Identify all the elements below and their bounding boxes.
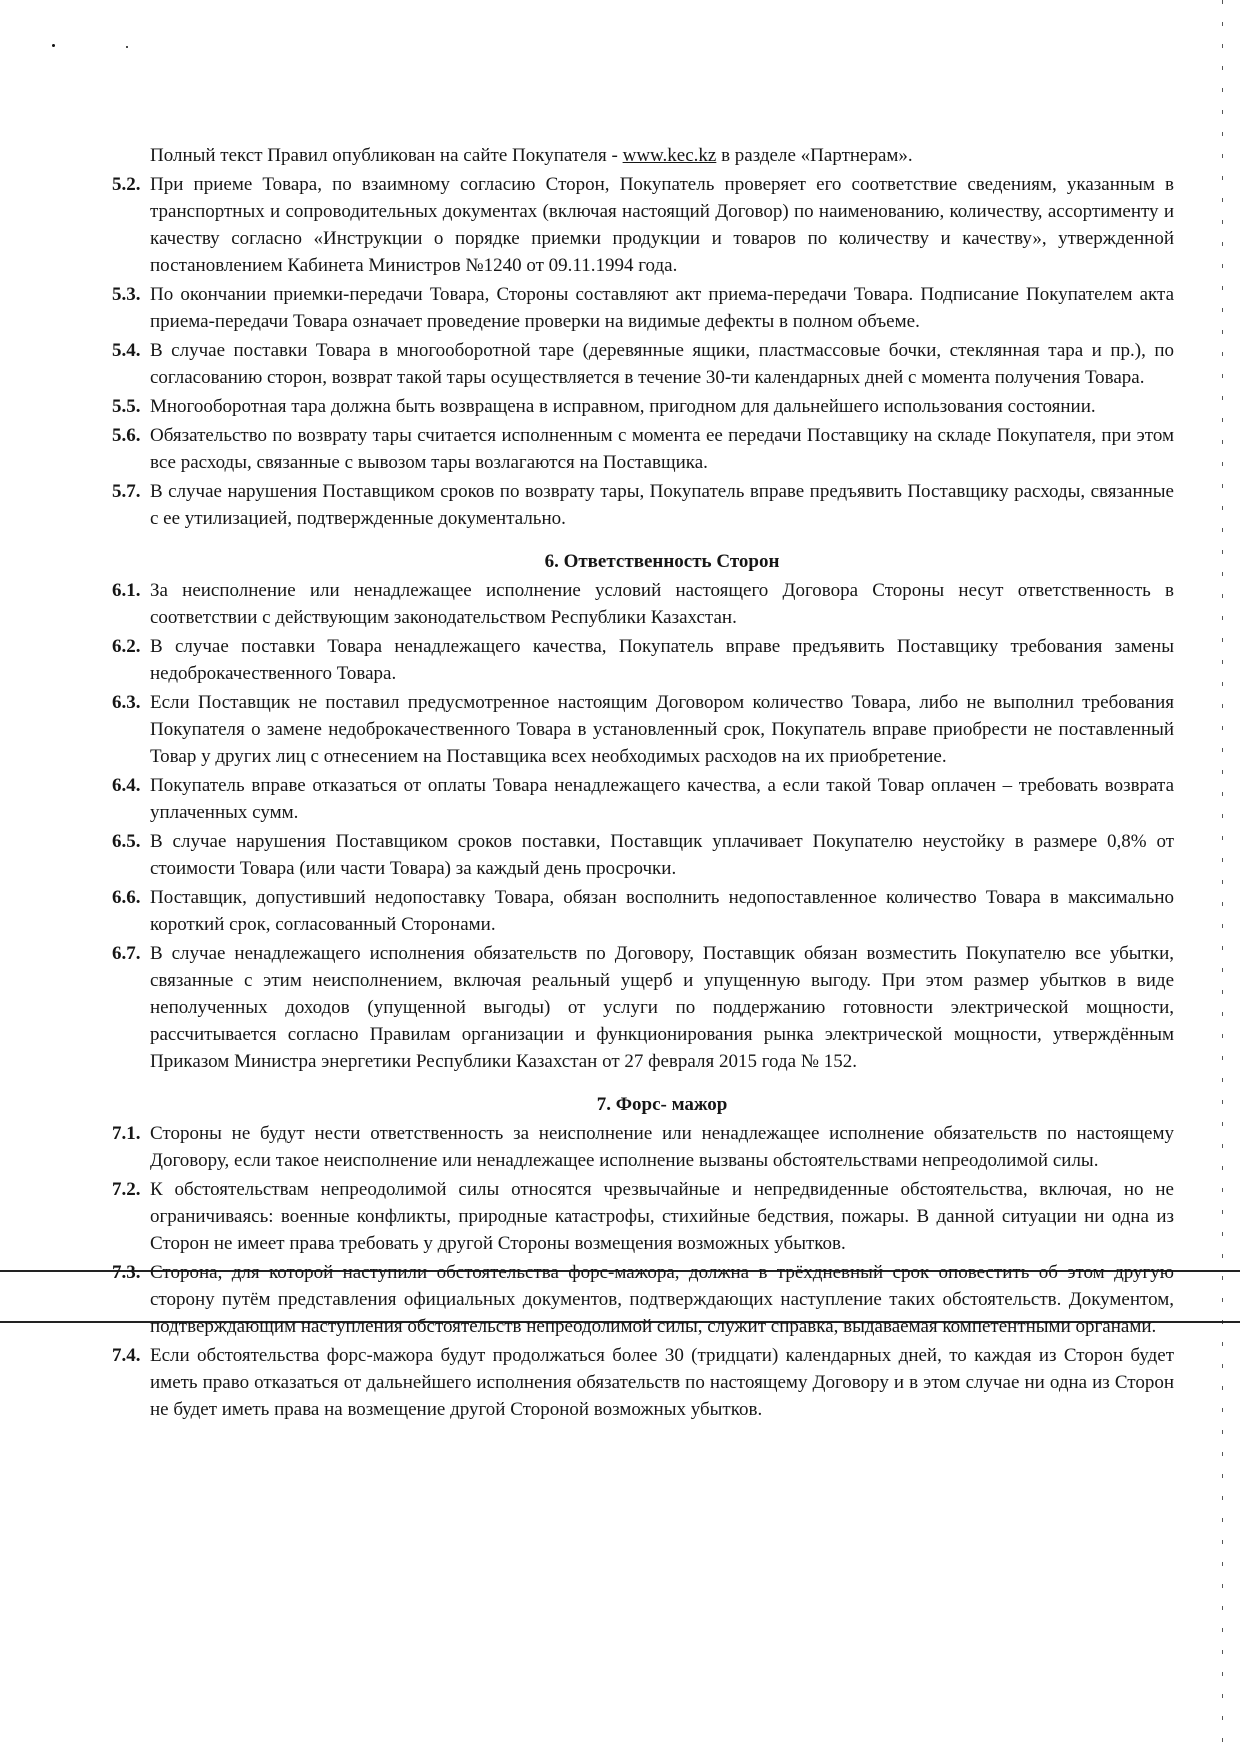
- clause-number: 6.7.: [112, 943, 141, 964]
- clause-text: В случае нарушения Поставщиком сроков поставки, Поставщик уплачивает Покупателю неустойку в размере 0,8% от стоимости Товара (или части Товара) за каждый день просрочки.: [150, 831, 1174, 879]
- rules-publication-note: [112, 142, 1174, 169]
- clause-text: Поставщик, допустивший недопоставку Товара, обязан восполнить недопоставленное количество Товара в максимально короткий срок, согласованный Сторонами.: [150, 887, 1174, 935]
- section-6-items: [112, 577, 1174, 1075]
- clause-text: К обстоятельствам непреодолимой силы относятся чрезвычайные и непредвиденные обстоятельства, включая, но не ограничиваясь: военные конфликты, природные катастрофы, стихийные бедствия, пожары. В данной ситуации ни одна из Сторон не имеет права требовать у другой Стороны возмещения возможных убытков.: [150, 1179, 1174, 1254]
- clause-number: 7.3.: [112, 1262, 141, 1283]
- clause-text: Обязательство по возврату тары считается исполненным с момента ее передачи Поставщику на складе Покупателя, при этом все расходы, связанные с вывозом тары возлагаются на Поставщика.: [150, 425, 1174, 473]
- clause-item: [112, 393, 1174, 420]
- scan-edge-artifact: [1222, 0, 1223, 1754]
- clause-item: [112, 884, 1174, 938]
- clause-number: 7.2.: [112, 1179, 141, 1200]
- clause-number: 6.2.: [112, 636, 141, 657]
- rules-text-before-link: Полный текст Правил опубликован на сайте Покупателя -: [150, 145, 623, 166]
- clause-number: 6.5.: [112, 831, 141, 852]
- clause-text: В случае поставки Товара ненадлежащего качества, Покупатель вправе предъявить Поставщику требования замены недоброкачественного Товара.: [150, 636, 1174, 684]
- clause-text: Сторона, для которой наступили обстоятельства форс-мажора, должна в трёхдневный срок оповестить об этом другую сторону путём представления официальных документов, подтверждающих наступление таких обстоятельств. Документом, подтверждающим наступления обстоятельств непреодолимой силы, служит справка, выдаваемая компетентными органами.: [150, 1262, 1174, 1337]
- clause-number: 7.4.: [112, 1345, 141, 1366]
- clause-item: [112, 281, 1174, 335]
- clause-item: [112, 337, 1174, 391]
- clause-text: Стороны не будут нести ответственность за неисполнение или ненадлежащее исполнение обязательств по настоящему Договору, если такое неисполнение или ненадлежащее исполнение вызваны обстоятельствами непреодолимой силы.: [150, 1123, 1174, 1171]
- clause-number: 5.3.: [112, 284, 141, 305]
- website-link[interactable]: www.kec.kz: [622, 145, 717, 166]
- clause-text: Многооборотная тара должна быть возвращена в исправном, пригодном для дальнейшего использования состоянии.: [150, 396, 1096, 417]
- section-5-items: [112, 171, 1174, 532]
- rules-text-after-link: в разделе «Партнерам».: [716, 145, 913, 166]
- clause-number: 5.7.: [112, 481, 141, 502]
- clause-text: В случае ненадлежащего исполнения обязательств по Договору, Поставщик обязан возместить Покупателю все убытки, связанные с этим неисполнением, включая реальный ущерб и упущенную выгоду. При этом размер убытков в виде неполученных доходов (упущенной выгоды) от услуги по поддержанию готовности электрической мощности, рассчитывается согласно Правилам организации и функционирования рынка электрической мощности, утверждённым Приказом Министра энергетики Республики Казахстан от 27 февраля 2015 года № 152.: [150, 943, 1174, 1072]
- clause-item: [112, 1259, 1174, 1340]
- clause-text: За неисполнение или ненадлежащее исполнение условий настоящего Договора Стороны несут ответственность в соответствии с действующим законодательством Республики Казахстан.: [150, 580, 1174, 628]
- clause-number: 6.1.: [112, 580, 141, 601]
- clause-item: [112, 422, 1174, 476]
- clause-number: 6.4.: [112, 775, 141, 796]
- clause-item: [112, 633, 1174, 687]
- clause-item: [112, 577, 1174, 631]
- clause-item: [112, 478, 1174, 532]
- clause-item: [112, 1342, 1174, 1423]
- section-7-items: [112, 1120, 1174, 1423]
- scan-speck: [126, 46, 128, 48]
- clause-text: Если Поставщик не поставил предусмотренное настоящим Договором количество Товара, либо не выполнил требования Покупателя о замене недоброкачественного Товара в установленный срок, Покупатель вправе приобрести не поставленный Товар у других лиц с отнесением на Поставщика всех необходимых расходов на их приобретение.: [150, 692, 1174, 767]
- contract-text: [112, 142, 1174, 1423]
- clause-item: [112, 1176, 1174, 1257]
- clause-number: 5.5.: [112, 396, 141, 417]
- clause-number: 6.3.: [112, 692, 141, 713]
- clause-number: 5.2.: [112, 174, 141, 195]
- clause-number: 5.6.: [112, 425, 141, 446]
- clause-item: [112, 171, 1174, 279]
- clause-item: [112, 828, 1174, 882]
- clause-number: 6.6.: [112, 887, 141, 908]
- clause-item: [112, 772, 1174, 826]
- scan-speck: [52, 44, 55, 47]
- clause-item: [112, 689, 1174, 770]
- clause-text: При приеме Товара, по взаимному согласию Сторон, Покупатель проверяет его соответствие сведениям, указанным в транспортных и сопроводительных документах (включая настоящий Договор) по наименованию, количеству, ассортименту и качеству согласно «Инструкции о порядке приемки продукции и товаров по количеству и качеству», утвержденной постановлением Кабинета Министров №1240 от 09.11.1994 года.: [150, 174, 1174, 276]
- section-6-heading: 6. Ответственность Сторон: [544, 551, 780, 572]
- clause-number: 7.1.: [112, 1123, 141, 1144]
- clause-number: 5.4.: [112, 340, 141, 361]
- clause-text: Покупатель вправе отказаться от оплаты Товара ненадлежащего качества, а если такой Товар оплачен – требовать возврата уплаченных сумм.: [150, 775, 1174, 823]
- clause-text: В случае нарушения Поставщиком сроков по возврату тары, Покупатель вправе предъявить Поставщику расходы, связанные с ее утилизацией, подтвержденные документально.: [150, 481, 1174, 529]
- section-7-heading: 7. Форс- мажор: [596, 1094, 728, 1115]
- clause-text: Если обстоятельства форс-мажора будут продолжаться более 30 (тридцати) календарных дней, то каждая из Сторон будет иметь право отказаться от дальнейшего исполнения обязательств по настоящему Договору и в этом случае ни одна из Сторон не будет иметь права на возмещение другой Стороной возможных убытков.: [150, 1345, 1174, 1420]
- clause-item: [112, 940, 1174, 1075]
- clause-text: В случае поставки Товара в многооборотной таре (деревянные ящики, пластмассовые бочки, стеклянная тара и пр.), по согласованию сторон, возврат такой тары осуществляется в течение 30-ти календарных дней с момента получения Товара.: [150, 340, 1174, 388]
- clause-text: По окончании приемки-передачи Товара, Стороны составляют акт приема-передачи Товара. Подписание Покупателем акта приема-передачи Товара означает проведение проверки на видимые дефекты в полном объеме.: [150, 284, 1174, 332]
- clause-item: [112, 1120, 1174, 1174]
